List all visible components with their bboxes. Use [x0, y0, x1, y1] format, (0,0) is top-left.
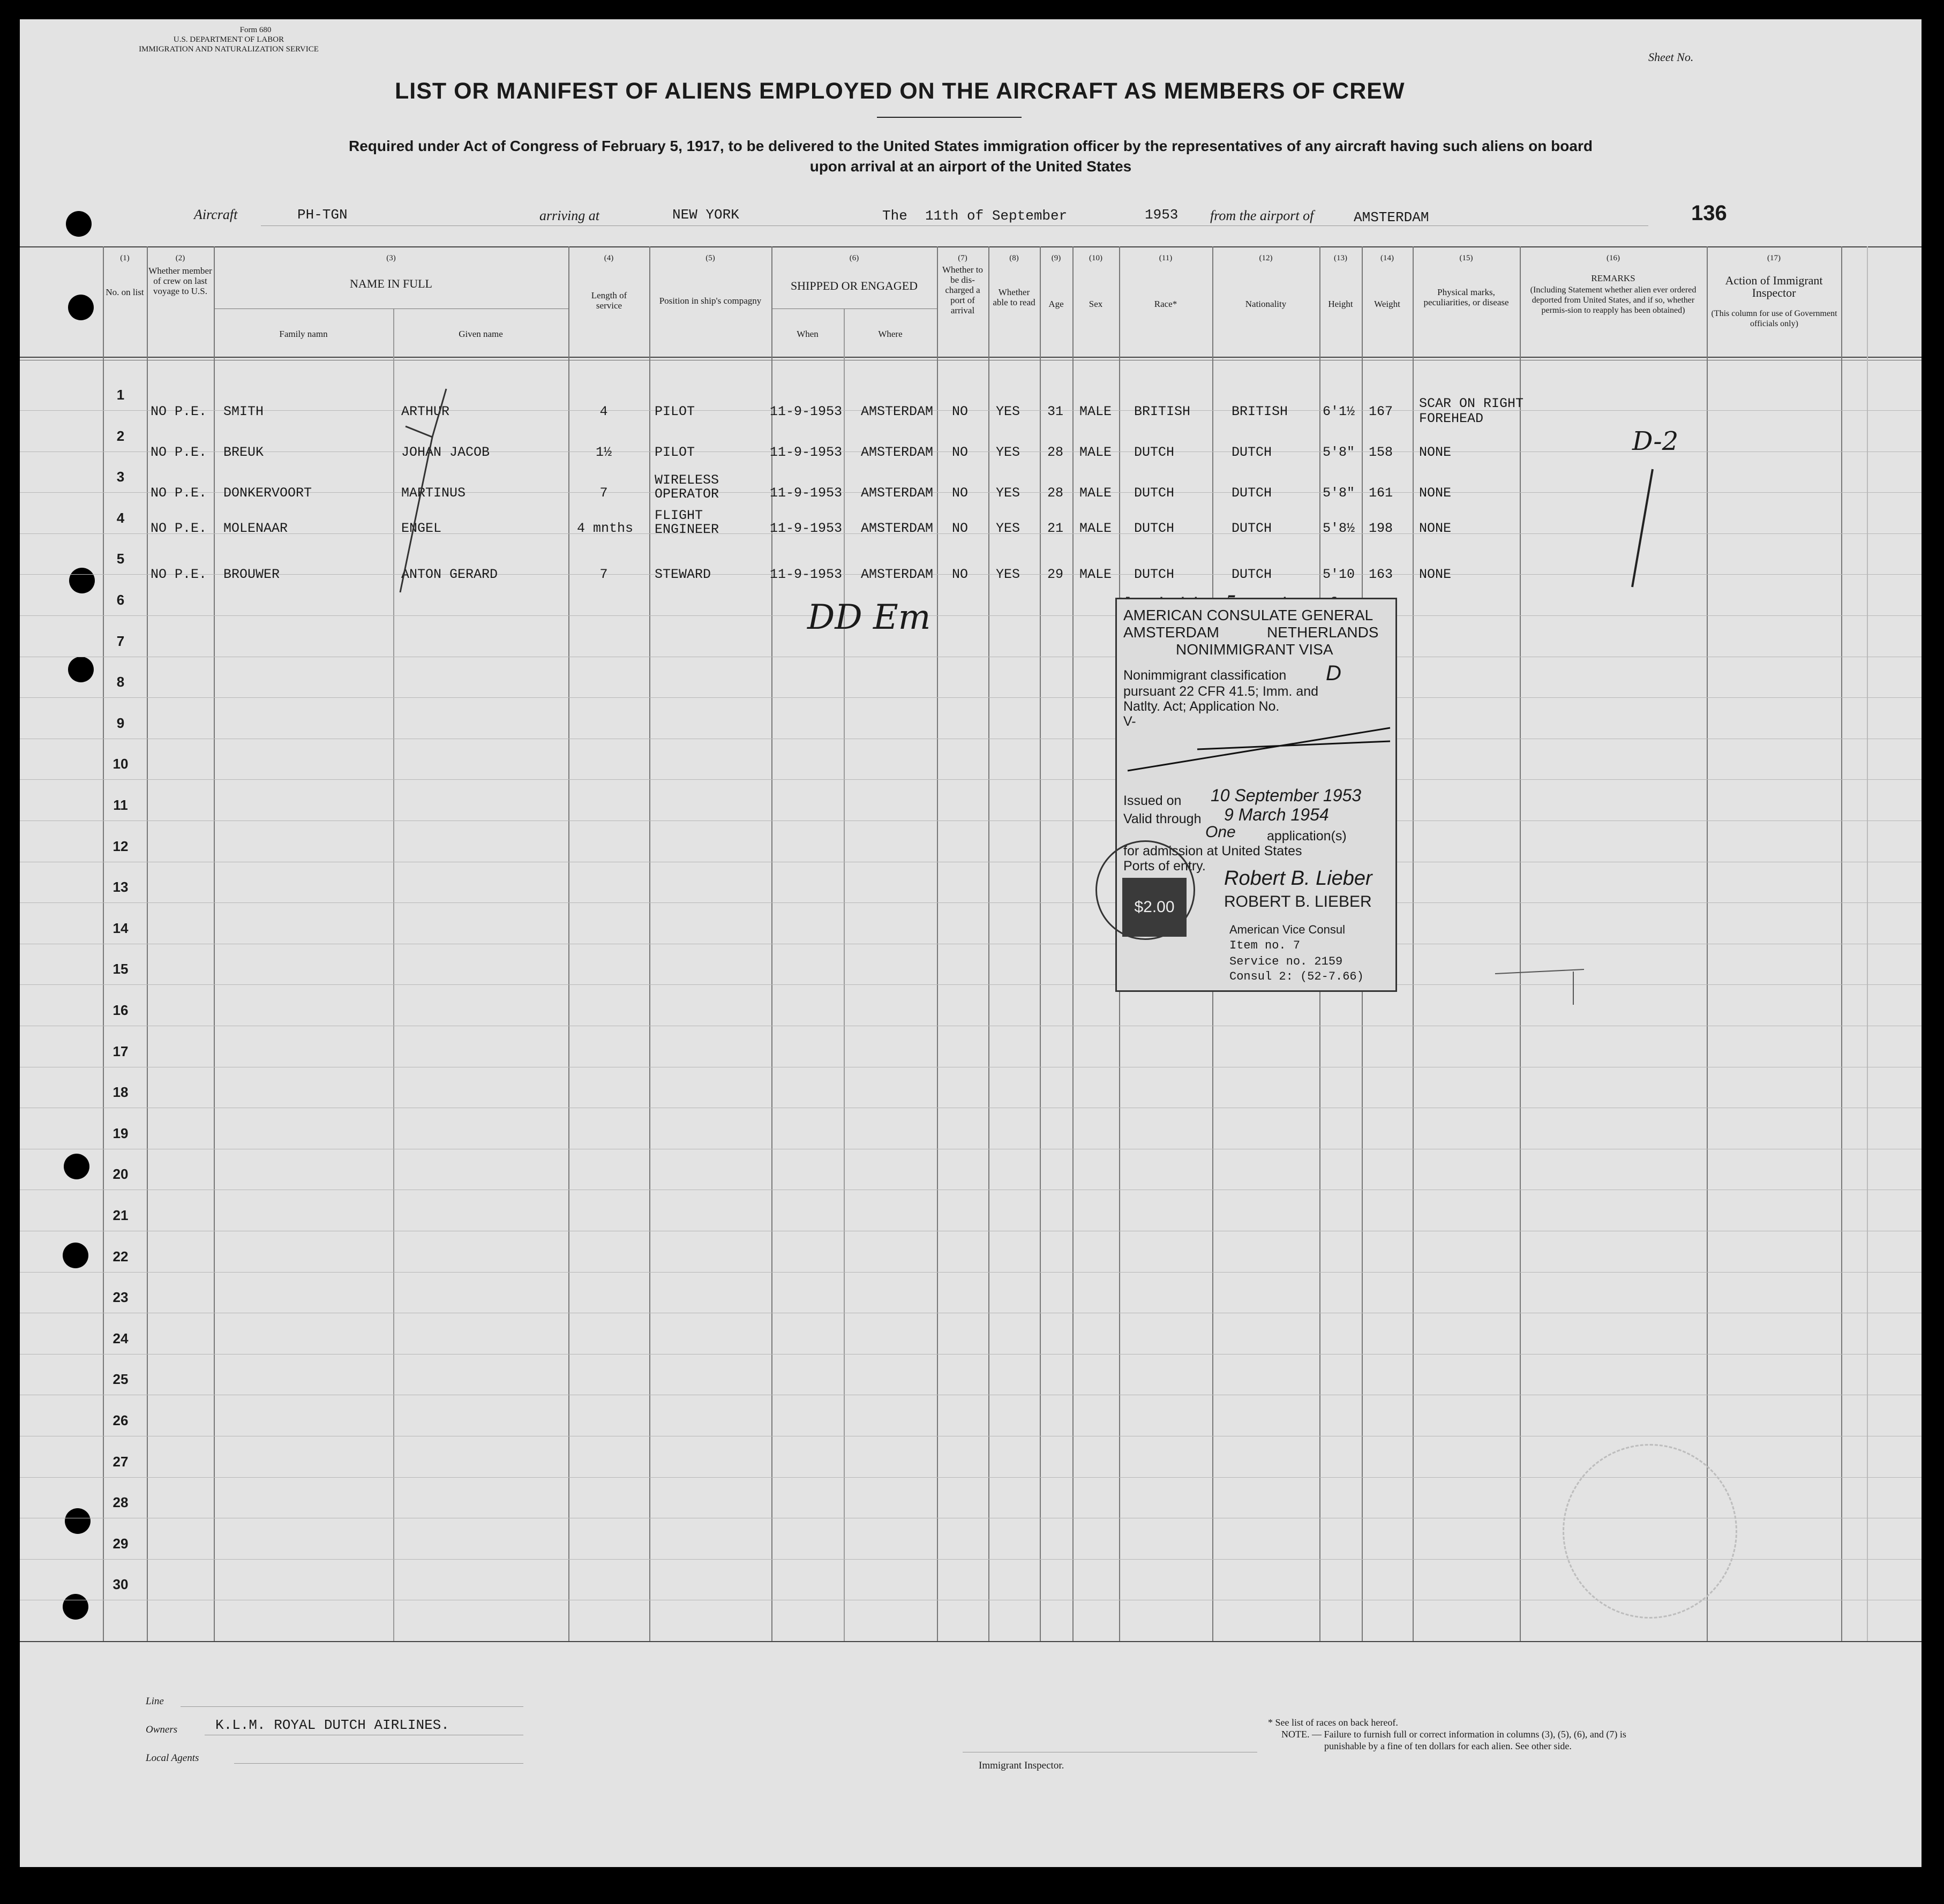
- manifest-sheet: [20, 19, 1922, 1867]
- table-bottom-border: [20, 1641, 1922, 1642]
- col-header-remarks: REMARKS: [1591, 273, 1635, 283]
- stamp-app-label: application(s): [1267, 829, 1347, 844]
- crew-where: AMSTERDAM: [861, 404, 934, 419]
- col-num-11: (11): [1159, 254, 1173, 262]
- row-number: 9: [116, 714, 125, 731]
- form-number: Form 680: [239, 26, 272, 34]
- crew-height: 5'8½: [1323, 521, 1355, 536]
- col-num-9: (9): [1051, 254, 1061, 262]
- col-num-17: (17): [1767, 254, 1781, 262]
- crew-marks: NONE: [1419, 445, 1452, 460]
- crew-read: YES: [996, 485, 1020, 501]
- col-header-nationality: Nationality: [1245, 299, 1287, 309]
- row-rule: [20, 1272, 1922, 1273]
- note-fine-2: punishable by a fine of ten dollars for each alien. See other side.: [1324, 1741, 1572, 1751]
- subheader-line-shipped: [771, 308, 937, 309]
- line-label: Line: [146, 1696, 164, 1707]
- row-number: 15: [112, 961, 129, 977]
- stamp-cancel-lines: [1117, 706, 1395, 776]
- crew-family: SMITH: [223, 404, 264, 419]
- crew-when: 11-9-1953: [770, 485, 843, 501]
- crew-marks: NONE: [1419, 521, 1452, 536]
- crew-position: FLIGHT ENGINEER: [655, 508, 719, 537]
- col-header-remarks-sub: (Including Statement whether alien ever ordered deported from United States, and if so, whether permis-sion to reapply has been obtained): [1530, 285, 1697, 315]
- row-number: 6: [116, 592, 125, 608]
- note-races: * See list of races on back hereof.: [1268, 1717, 1398, 1728]
- col-num-13: (13): [1334, 254, 1347, 262]
- stamp-line2b: NETHERLANDS: [1267, 624, 1379, 641]
- crew-given: ENGEL: [401, 521, 442, 536]
- row-number: 30: [112, 1576, 129, 1593]
- aircraft-label: Aircraft: [194, 207, 238, 222]
- col-num-5: (5): [705, 254, 715, 262]
- row-number: 26: [112, 1412, 129, 1428]
- row-number: 2: [116, 427, 125, 444]
- agents-label: Local Agents: [146, 1752, 199, 1764]
- crew-marks: NONE: [1419, 485, 1452, 501]
- crew-family: DONKERVOORT: [223, 485, 312, 501]
- crew-position: STEWARD: [655, 567, 711, 582]
- col-header-no: No. on list: [106, 287, 144, 297]
- col-header-where: Where: [878, 329, 903, 339]
- fee-stamp: $2.00: [1122, 878, 1187, 937]
- row-number: 16: [112, 1002, 129, 1018]
- subheader-line-name: [214, 308, 568, 309]
- stamp-consul-title: American Vice Consul: [1229, 923, 1346, 936]
- initials: DD Em: [807, 598, 931, 637]
- stamp-admission: for admission at United States: [1123, 844, 1302, 859]
- punch-hole: [66, 211, 92, 237]
- col-num-16: (16): [1607, 254, 1620, 262]
- crew-read: YES: [996, 404, 1020, 419]
- crew-read: YES: [996, 521, 1020, 536]
- title-underline: [877, 117, 1022, 118]
- col-header-crew-last: Whether member of crew on last voyage to U.S.: [148, 266, 212, 296]
- crew-height: 5'8": [1323, 485, 1355, 501]
- stamp-v: V-: [1123, 714, 1136, 729]
- col-header-sex: Sex: [1089, 299, 1103, 309]
- col-num-6: (6): [849, 254, 859, 262]
- crew-crew-prev: NO P.E.: [151, 521, 207, 536]
- table-top-border: [20, 246, 1922, 247]
- agents-underline: [234, 1763, 523, 1764]
- col-header-read: Whether able to read: [993, 287, 1035, 307]
- crew-when: 11-9-1953: [770, 567, 843, 582]
- punch-hole: [69, 568, 95, 593]
- row-rule: [20, 410, 1922, 411]
- punch-hole: [64, 1154, 89, 1179]
- crew-discharged: NO: [952, 567, 969, 582]
- crew-sex: MALE: [1079, 567, 1112, 582]
- crew-service: 1½: [595, 445, 612, 460]
- row-number: 11: [113, 797, 128, 813]
- crew-given: ANTON GERARD: [401, 567, 498, 582]
- col-header-marks: Physical marks, peculiarities, or disease: [1423, 287, 1509, 307]
- col-header-name: NAME IN FULL: [350, 277, 432, 290]
- stamp-issued-label: Issued on: [1123, 793, 1182, 808]
- department: U.S. DEPARTMENT OF LABOR: [173, 35, 284, 44]
- crew-marks: SCAR ON RIGHT FOREHEAD: [1419, 396, 1524, 426]
- embossed-seal: [1563, 1444, 1737, 1619]
- col-num-4: (4): [604, 254, 614, 262]
- year-value: 1953: [1145, 207, 1179, 223]
- crew-family: MOLENAAR: [223, 521, 288, 536]
- row-rule: [20, 984, 1922, 985]
- date-value: 11th of September: [925, 208, 1068, 224]
- stamp-line3: NONIMMIGRANT VISA: [1176, 641, 1333, 658]
- col-header-discharged: Whether to be dis-charged a port of arrival: [942, 265, 983, 315]
- col-header-weight: Weight: [1374, 299, 1400, 309]
- col-header-service: Length of service: [591, 290, 627, 311]
- punch-hole: [68, 657, 94, 682]
- crew-race: BRITISH: [1134, 404, 1191, 419]
- row-rule: [20, 697, 1922, 698]
- crew-discharged: NO: [952, 445, 969, 460]
- crew-age: 28: [1047, 445, 1064, 460]
- crew-sex: MALE: [1079, 404, 1112, 419]
- crew-weight: 163: [1369, 567, 1393, 582]
- row-number: 3: [116, 469, 125, 485]
- crew-family: BROUWER: [223, 567, 280, 582]
- crew-service: 7: [599, 485, 608, 501]
- row-number: 23: [112, 1289, 129, 1306]
- crew-race: DUTCH: [1134, 567, 1175, 582]
- voyage-underline: [261, 225, 1648, 226]
- col-num-2: (2): [175, 254, 185, 262]
- crew-given: ARTHUR: [401, 404, 450, 419]
- crew-where: AMSTERDAM: [861, 567, 934, 582]
- col-header-inspector: Action of Immigrant Inspector: [1725, 274, 1823, 299]
- crew-when: 11-9-1953: [770, 445, 843, 460]
- row-number: 17: [112, 1043, 129, 1059]
- crew-given: MARTINUS: [401, 485, 466, 501]
- stamp-consul-ref: Consul 2: (52-7.66): [1229, 970, 1364, 983]
- crew-discharged: NO: [952, 521, 969, 536]
- crew-crew-prev: NO P.E.: [151, 485, 207, 501]
- crew-when: 11-9-1953: [770, 404, 843, 419]
- crew-sex: MALE: [1079, 445, 1112, 460]
- crew-crew-prev: NO P.E.: [151, 404, 207, 419]
- pencil-mark: [1493, 962, 1589, 1010]
- punch-hole: [68, 295, 94, 320]
- stamp-consul-name: ROBERT B. LIEBER: [1224, 893, 1372, 910]
- col-num-12: (12): [1259, 254, 1273, 262]
- col-num-15: (15): [1459, 254, 1473, 262]
- crew-nationality: DUTCH: [1232, 521, 1272, 536]
- crew-read: YES: [996, 445, 1020, 460]
- page-number: 136: [1691, 201, 1727, 225]
- crew-given: JOHAN JACOB: [401, 445, 490, 460]
- airport-value: AMSTERDAM: [1354, 209, 1429, 225]
- owners-label: Owners: [146, 1724, 178, 1735]
- row-number: 19: [112, 1125, 129, 1141]
- col-header-family: Family namn: [279, 329, 328, 339]
- row-number: 13: [112, 879, 129, 895]
- service-name: IMMIGRATION AND NATURALIZATION SERVICE: [139, 45, 319, 54]
- col-header-when: When: [797, 329, 819, 339]
- crew-service: 4 mnths: [577, 521, 634, 536]
- check-mark: [395, 378, 459, 603]
- crew-nationality: BRITISH: [1232, 404, 1288, 419]
- row-rule: [20, 902, 1922, 903]
- col-num-1: (1): [120, 254, 130, 262]
- subtitle-line1: Required under Act of Congress of February 5, 1917, to be delivered to the United States immigration officer by the representatives of any aircraft having such aliens on board: [349, 138, 1593, 154]
- subtitle-line2: upon arrival at an airport of the United States: [809, 158, 1132, 175]
- col-header-shipped: SHIPPED OR ENGAGED: [790, 279, 918, 292]
- col-header-position: Position in ship's compagny: [659, 296, 762, 306]
- col-num-8: (8): [1009, 254, 1019, 262]
- col-line: [393, 308, 394, 1641]
- stamp-item: Item no. 7: [1229, 939, 1301, 952]
- crew-position: PILOT: [655, 445, 695, 460]
- stamp-line1: AMERICAN CONSULATE GENERAL: [1123, 607, 1373, 623]
- sheet-label: Sheet No.: [1648, 50, 1694, 64]
- crew-height: 6'1½: [1323, 404, 1355, 419]
- from-label: from the airport of: [1210, 208, 1314, 223]
- stamp-line2a: AMSTERDAM: [1123, 624, 1219, 641]
- col-header-given: Given name: [459, 329, 503, 339]
- stamp-app-value: One: [1205, 823, 1236, 841]
- document-title: LIST OR MANIFEST OF ALIENS EMPLOYED ON THE AIRCRAFT AS MEMBERS OF CREW: [395, 78, 1405, 104]
- crew-where: AMSTERDAM: [861, 485, 934, 501]
- stamp-service: Service no. 2159: [1229, 955, 1343, 968]
- col-header-race: Race*: [1154, 299, 1177, 309]
- stamp-valid-label: Valid through: [1123, 811, 1202, 826]
- arriving-value: NEW YORK: [672, 207, 739, 223]
- stamp-pursuant: pursuant 22 CFR 41.5; Imm. and: [1123, 684, 1319, 699]
- crew-where: AMSTERDAM: [861, 445, 934, 460]
- row-number: 25: [112, 1371, 129, 1388]
- row-number: 18: [112, 1084, 129, 1101]
- col-header-age: Age: [1048, 299, 1064, 309]
- crew-age: 31: [1047, 404, 1064, 419]
- row-number: 21: [112, 1207, 129, 1223]
- row-number: 28: [112, 1494, 129, 1511]
- stamp-ports: Ports of entry.: [1123, 859, 1206, 874]
- row-number: 22: [112, 1248, 129, 1265]
- crew-weight: 158: [1369, 445, 1393, 460]
- crew-read: YES: [996, 567, 1020, 582]
- crew-discharged: NO: [952, 485, 969, 501]
- crew-nationality: DUTCH: [1232, 567, 1272, 582]
- crew-nationality: DUTCH: [1232, 445, 1272, 460]
- crew-family: BREUK: [223, 445, 264, 460]
- crew-position: PILOT: [655, 404, 695, 419]
- row-rule: [20, 779, 1922, 780]
- remark-stroke: [1627, 464, 1659, 592]
- col-num-3: (3): [386, 254, 396, 262]
- punch-hole: [65, 1508, 91, 1534]
- remark-d2: D-2: [1632, 426, 1679, 456]
- stamp-class-label: Nonimmigrant classification: [1123, 668, 1287, 683]
- crew-age: 28: [1047, 485, 1064, 501]
- visa-stamp: [1115, 598, 1397, 992]
- row-number: 27: [112, 1453, 129, 1470]
- row-rule: [20, 615, 1922, 616]
- crew-race: DUTCH: [1134, 445, 1175, 460]
- col-header-height: Height: [1328, 299, 1353, 309]
- crew-service: 7: [599, 567, 608, 582]
- crew-crew-prev: NO P.E.: [151, 445, 207, 460]
- crew-race: DUTCH: [1134, 521, 1175, 536]
- crew-position: WIRELESS OPERATOR: [655, 472, 719, 502]
- crew-nationality: DUTCH: [1232, 485, 1272, 501]
- row-number: 12: [112, 838, 129, 854]
- stamp-valid-value: 9 March 1954: [1224, 805, 1329, 824]
- row-number: 4: [116, 509, 125, 526]
- row-number: 14: [112, 920, 129, 936]
- col-num-14: (14): [1380, 254, 1394, 262]
- row-number: 7: [116, 633, 125, 649]
- table-header-bottom: [20, 357, 1922, 358]
- row-number: 20: [112, 1166, 129, 1183]
- stamp-class-value: D: [1326, 661, 1341, 685]
- crew-where: AMSTERDAM: [861, 521, 934, 536]
- crew-service: 4: [599, 404, 608, 419]
- note-fine: NOTE. — Failure to furnish full or correct information in columns (3), (5), (6), and (7) is: [1281, 1729, 1626, 1740]
- row-number: 5: [116, 551, 125, 567]
- punch-hole: [63, 1243, 88, 1268]
- crew-weight: 198: [1369, 521, 1393, 536]
- crew-sex: MALE: [1079, 521, 1112, 536]
- crew-crew-prev: NO P.E.: [151, 567, 207, 582]
- crew-marks: NONE: [1419, 567, 1452, 582]
- inspector-label: Immigrant Inspector.: [979, 1760, 1064, 1771]
- crew-discharged: NO: [952, 404, 969, 419]
- stamp-natlty: Natlty. Act; Application No.: [1123, 699, 1280, 714]
- crew-when: 11-9-1953: [770, 521, 843, 536]
- crew-sex: MALE: [1079, 485, 1112, 501]
- owners-value: K.L.M. ROYAL DUTCH AIRLINES.: [215, 1717, 449, 1733]
- punch-hole: [63, 1594, 88, 1620]
- crew-age: 29: [1047, 567, 1064, 582]
- row-number: 8: [116, 674, 125, 690]
- crew-weight: 161: [1369, 485, 1393, 501]
- the-label: The: [882, 208, 907, 224]
- col-num-10: (10): [1089, 254, 1102, 262]
- line-underline: [181, 1706, 523, 1707]
- row-number: 1: [116, 387, 125, 403]
- stamp-issued-value: 10 September 1953: [1211, 786, 1362, 805]
- aircraft-value: PH-TGN: [297, 207, 348, 223]
- crew-height: 5'10: [1323, 567, 1355, 582]
- arriving-label: arriving at: [539, 208, 599, 223]
- col-num-7: (7): [958, 254, 967, 262]
- row-number: 29: [112, 1535, 129, 1552]
- crew-height: 5'8": [1323, 445, 1355, 460]
- row-number: 10: [112, 756, 129, 772]
- crew-age: 21: [1047, 521, 1064, 536]
- col-line: [844, 308, 845, 1641]
- crew-race: DUTCH: [1134, 485, 1175, 501]
- row-number: 24: [112, 1330, 129, 1346]
- col-header-inspector-sub: (This column for use of Government officials only): [1711, 309, 1837, 328]
- crew-weight: 167: [1369, 404, 1393, 419]
- stamp-signature: Robert B. Lieber: [1224, 867, 1372, 890]
